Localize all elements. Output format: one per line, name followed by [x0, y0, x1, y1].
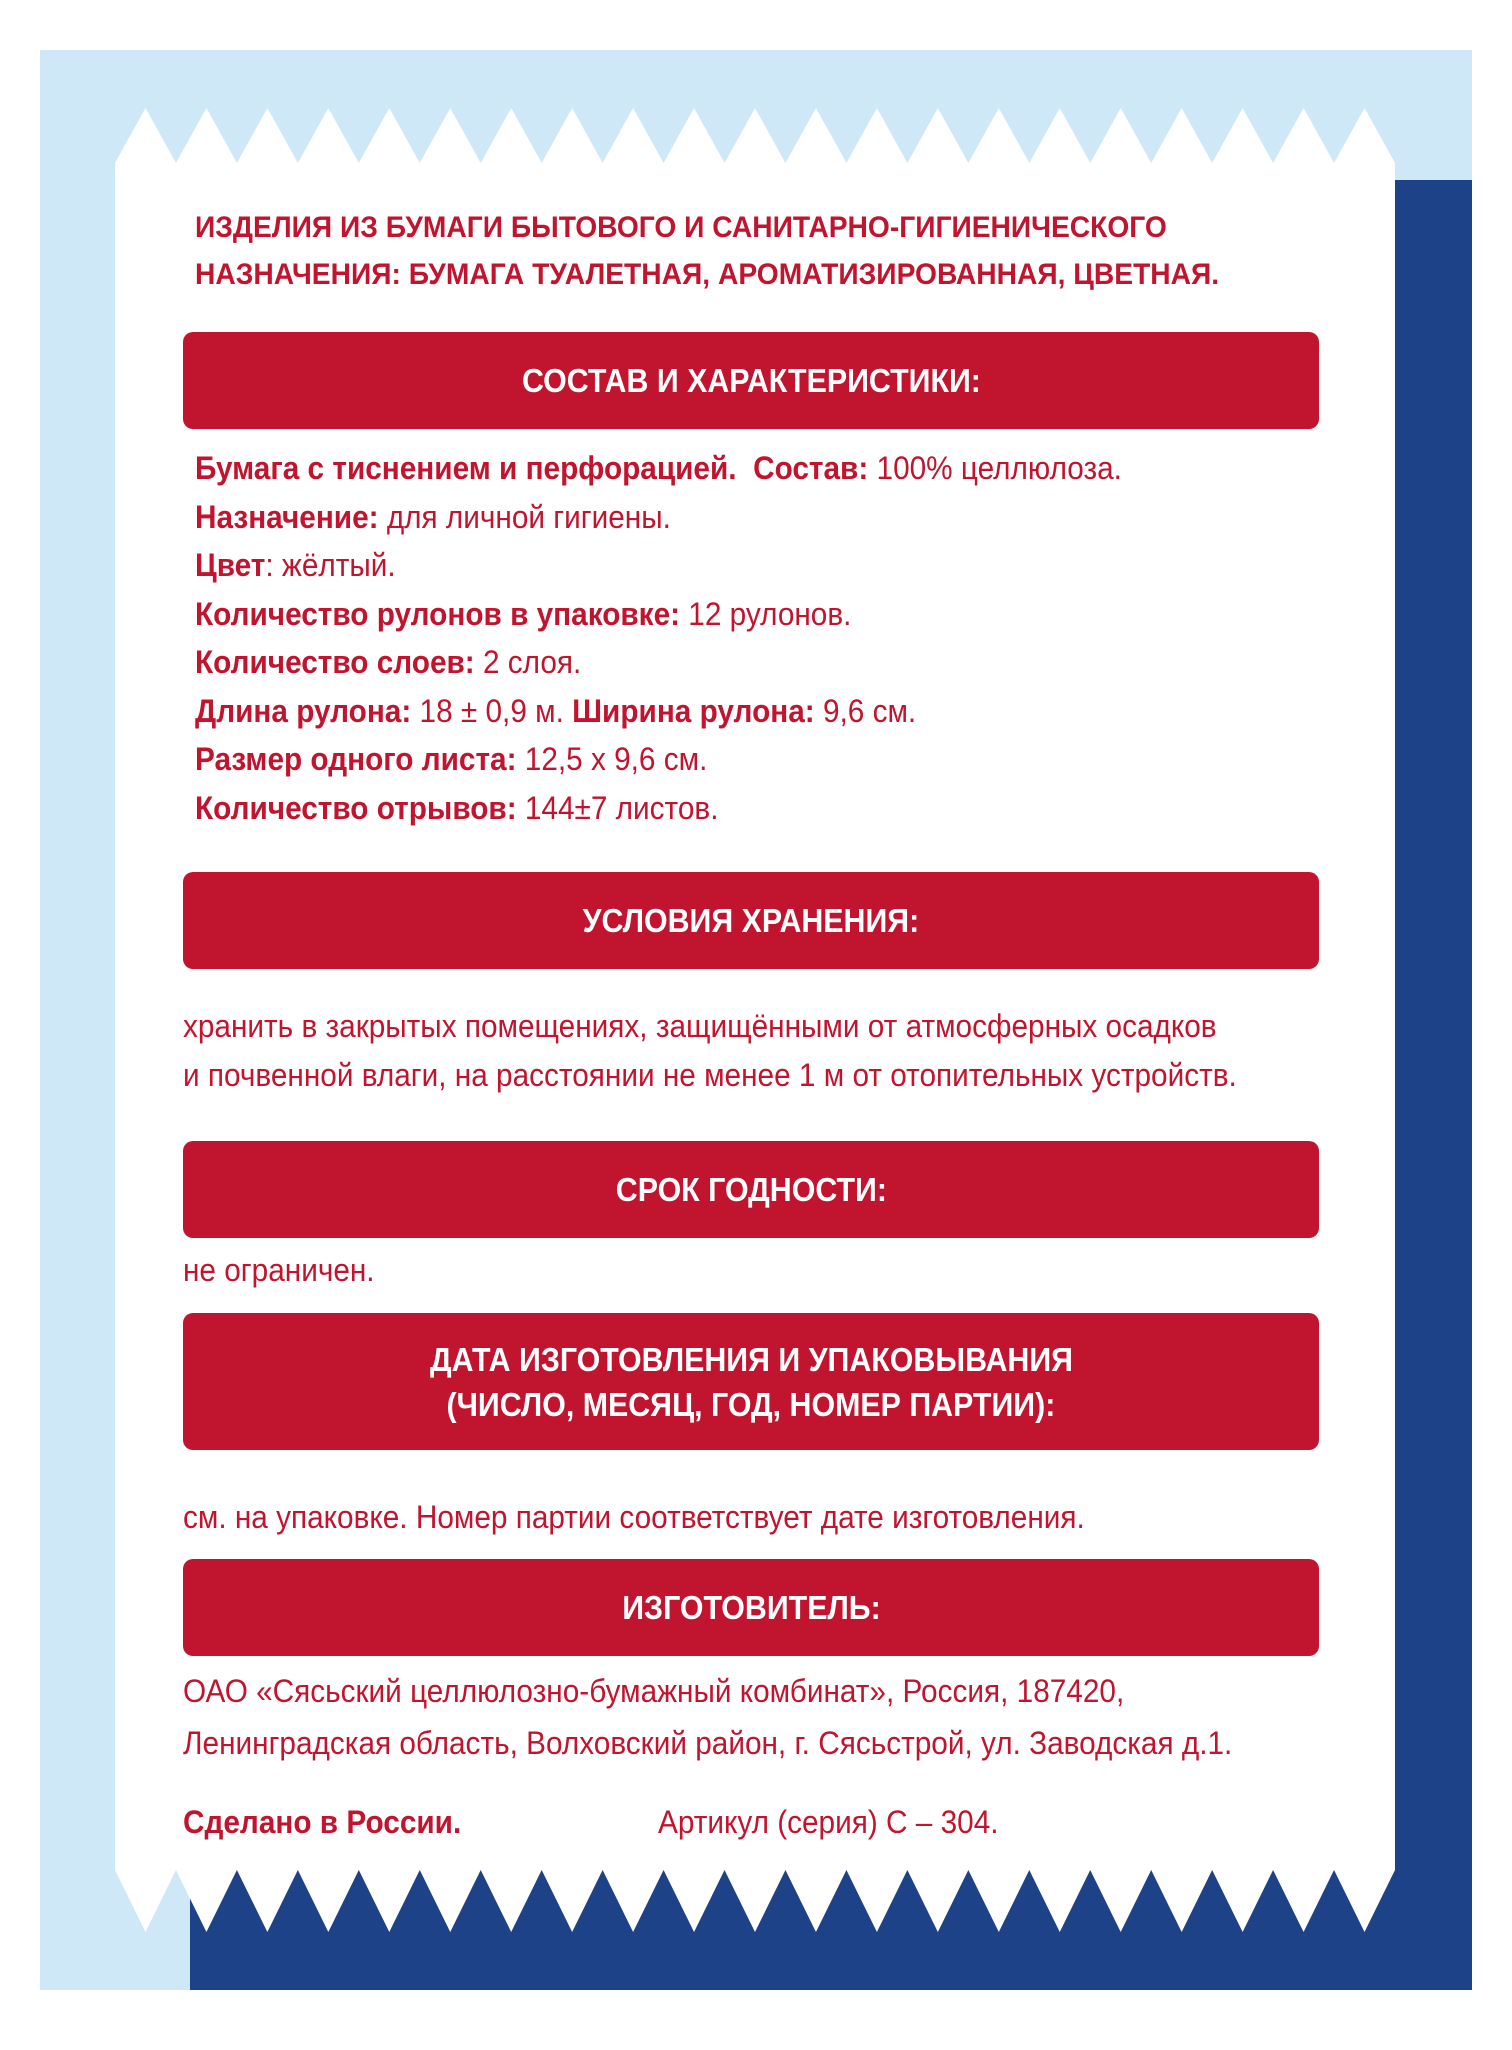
product-title-line2: НАЗНАЧЕНИЯ: БУМАГА ТУАЛЕТНАЯ, АРОМАТИЗИРОВАННАЯ, ЦВЕТНАЯ. [195, 258, 1220, 291]
production-date-value: см. на упаковке. Номер партии соответствует дате изготовления. [183, 1499, 1085, 1535]
storage-heading-text: УСЛОВИЯ ХРАНЕНИЯ: [582, 902, 920, 939]
production-date-heading-line2: (ЧИСЛО, МЕСЯЦ, ГОД, НОМЕР ПАРТИИ): [446, 1385, 1056, 1423]
spec-label-plies: Количество слоев: [195, 644, 475, 680]
spec-row-sheets [195, 784, 1246, 833]
shelf-life-heading [183, 1141, 1319, 1238]
composition-specs [195, 444, 1246, 832]
spec-label-sheets: Количество отрывов: [195, 789, 517, 826]
composition-heading [183, 332, 1319, 429]
manufacturer-heading [183, 1559, 1319, 1656]
spec-label-color: Цвет [195, 547, 266, 583]
spec-label-roll-length: Длина рулона: [195, 692, 412, 729]
spec-label-composition: Состав: [753, 450, 869, 486]
product-title [195, 204, 1276, 298]
spec-row-paper [195, 444, 1246, 493]
storage-text-line2: и почвенной влаги, на расстоянии не менее 1 м от отопительных устройств. [183, 1057, 1237, 1093]
composition-heading-text: СОСТАВ И ХАРАКТЕРИСТИКИ: [521, 362, 981, 399]
spec-row-purpose [195, 493, 1246, 542]
product-title-line1: ИЗДЕЛИЯ ИЗ БУМАГИ БЫТОВОГО И САНИТАРНО-ГИГИЕНИЧЕСКОГО [195, 211, 1167, 244]
spec-row-sheet-size [195, 735, 1246, 784]
spec-label-roll-width: Ширина рулона: [572, 692, 815, 729]
spec-value-color: : жёлтый. [265, 547, 396, 583]
manufacturer-address-line1: ОАО «Сясьский целлюлозно-бумажный комбинат», Россия, 187420, [183, 1673, 1125, 1709]
manufacturer-address-line2: Ленинградская область, Волховский район, г. Сясьстрой, ул. Заводская д.1. [183, 1725, 1233, 1761]
spec-value-sheets: 144±7 листов. [524, 789, 719, 826]
article-number: Артикул (серия) С – 304. [658, 1804, 999, 1840]
spec-row-color [195, 541, 1246, 590]
manufacturer-heading-text: ИЗГОТОВИТЕЛЬ: [621, 1589, 881, 1626]
spec-value-composition: 100% целлюлоза. [876, 450, 1122, 486]
storage-heading [183, 872, 1319, 969]
spec-value-purpose: для личной гигиены. [386, 498, 671, 535]
made-in-russia: Сделано в России. [183, 1804, 462, 1840]
spec-value-roll-width: 9,6 см. [822, 692, 917, 729]
storage-text [183, 1002, 1253, 1100]
production-date-heading [183, 1313, 1319, 1450]
shelf-life-value: не ограничен. [183, 1252, 375, 1288]
spec-value-roll-length: 18 ± 0,9 м. [419, 692, 564, 729]
spec-label-purpose: Назначение: [195, 498, 379, 535]
spec-row-plies [195, 638, 1246, 687]
spec-value-sheet-size: 12,5 x 9,6 см. [524, 741, 708, 777]
spec-row-rolls [195, 590, 1246, 639]
spec-value-rolls: 12 рулонов. [688, 595, 852, 632]
spec-label-sheet-size: Размер одного листа: [195, 741, 517, 777]
shelf-life-text [183, 1246, 1253, 1295]
production-date-heading-line1: ДАТА ИЗГОТОВЛЕНИЯ И УПАКОВЫВАНИЯ [429, 1340, 1073, 1378]
spec-value-plies: 2 слоя. [482, 644, 582, 680]
spec-label-paper: Бумага с тиснением и перфорацией. [195, 450, 737, 486]
production-date-text [183, 1493, 1253, 1542]
manufacturer-address [183, 1665, 1253, 1769]
spec-label-rolls: Количество рулонов в упаковке: [195, 595, 681, 632]
storage-text-line1: хранить в закрытых помещениях, защищёнными от атмосферных осадков [183, 1008, 1217, 1044]
spec-row-roll-size [195, 687, 1246, 736]
shelf-life-heading-text: СРОК ГОДНОСТИ: [615, 1171, 887, 1208]
